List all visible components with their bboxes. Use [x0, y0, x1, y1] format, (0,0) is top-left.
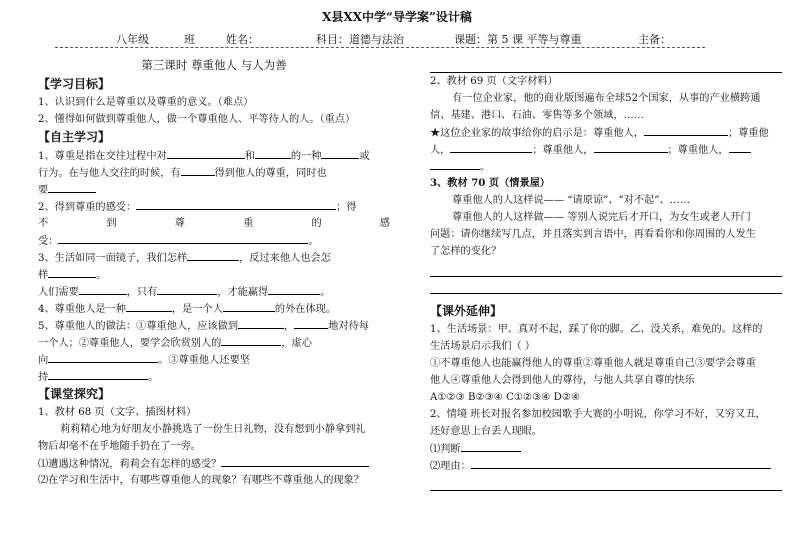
goal-2: 2、懂得如何做到尊重他人，做一个尊重他人、平等待人的人。（重点） [38, 114, 356, 125]
blank-input[interactable] [58, 232, 308, 244]
page-title: X县XX中学“导学案”设计稿 [322, 10, 472, 24]
explore-2-heading: 2、教材 69 页（文字材料） [430, 76, 558, 87]
blank-input[interactable] [136, 198, 336, 210]
extension-1-question: 生活场景启示我们（ ） [430, 341, 536, 352]
extension-1-statements: ①不尊重他人也能赢得他人的尊重②尊重他人就是尊重自己③要学会尊重 [430, 358, 756, 369]
header-divider [55, 47, 705, 48]
blank-input[interactable] [79, 283, 127, 295]
topic-label: 课题：第 5 课 平等与尊重 [454, 33, 582, 46]
left-column [38, 56, 390, 489]
explore-2-question-line-2: 人， ；尊重他人， ；尊重他人， [430, 141, 782, 158]
extension-2-scenario: 2、情境 班长对报名参加校园歌手大赛的小明说，你学习不好，又穷又丑， [430, 409, 766, 420]
explore-question-2: ⑵在学习和生活中，有哪些尊重他人的现象？有哪些不尊重他人的现象？ [38, 475, 364, 486]
blank-input[interactable] [48, 266, 96, 278]
answer-line[interactable] [430, 260, 782, 277]
question-5-line-4: 持 。 [38, 368, 390, 385]
blank-input[interactable] [238, 317, 284, 329]
blank-input[interactable] [221, 334, 281, 346]
question-3-line-2: 样 。 [38, 266, 390, 283]
explore-question-1: ⑴遭遇这种情况，莉莉会有怎样的感受？ [38, 455, 390, 472]
section-learning-goals: 【学习目标】 [38, 77, 111, 91]
reason-input[interactable] [471, 457, 771, 469]
section-class-explore: 【课堂探究】 [38, 387, 111, 401]
blank-input[interactable] [268, 283, 320, 295]
question-5-line-2: 一个人；②尊重他人，要学会欣赏别人的 ，虚心 [38, 334, 390, 351]
lesson-title: 第三课时 尊重他人 与人为善 [141, 58, 287, 72]
blank-input[interactable] [644, 124, 728, 136]
blank-input[interactable] [450, 141, 532, 153]
extension-1-options: A①②③ B②③④ C①②③④ D②④ [430, 392, 581, 403]
blank-input[interactable] [729, 141, 751, 153]
blank-input[interactable] [294, 317, 328, 329]
goal-1: 1、认识到什么是尊重以及尊重的意义。（难点） [38, 97, 254, 108]
question-2-line-3: 受： 。 [38, 232, 390, 249]
blank-input[interactable] [157, 283, 217, 295]
subject-label: 科目：道德与法治 [316, 33, 404, 46]
explore-2-question-line-1: ★这位企业家的故事给你的启示是：尊重他人， ；尊重他 [430, 124, 782, 141]
blank-input[interactable] [187, 249, 239, 261]
blank-input[interactable] [48, 368, 148, 380]
extension-2-scenario-cont: 还好意思上台丢人现眼。 [430, 426, 543, 437]
preparer-label: 主备： [638, 33, 671, 46]
explore-1-paragraph-cont: 物后却毫不在乎地随手扔在了一旁。 [38, 441, 201, 452]
blank-input[interactable] [48, 351, 158, 363]
answer-line[interactable] [430, 474, 782, 491]
class-label: 班 [184, 33, 195, 46]
question-3-line-1: 3、生活如同一面镜子，我们怎样 ，反过来他人也会怎 [38, 249, 390, 266]
explore-3-do: 尊重他人的人这样做—— 等别人说完后才开口，为女生或老人开门 [452, 212, 751, 223]
extension-2-judge: ⑴判断 [430, 440, 782, 457]
extension-2-reason: ⑵理由： [430, 457, 782, 474]
right-column [430, 56, 782, 491]
blank-input[interactable] [48, 181, 96, 193]
question-5-line-1: 5、尊重他人的做法：①尊重他人，应该做到 ， 地对待每 [38, 317, 390, 334]
answer-input[interactable] [221, 455, 369, 467]
blank-input[interactable] [321, 147, 359, 159]
explore-1-heading: 1、教材 68 页（文字、插图材料） [38, 407, 197, 418]
blank-input[interactable] [223, 300, 275, 312]
question-2-line-1: 2、得到尊重的感受： ；得 [38, 198, 390, 215]
question-1-line-3: 要 [38, 181, 390, 198]
explore-3-question: 问题：请你继续写几点，并且落实到言语中，再看看你和你周围的人发生 [430, 229, 756, 240]
name-label: 姓名： [226, 33, 259, 46]
answer-line[interactable] [430, 277, 782, 294]
question-5-line-3: 向 。③尊重他人还要坚 [38, 351, 390, 368]
extension-1-statements-cont: 他人④尊重他人会得到他人的尊待，与他人共享自尊的快乐 [430, 375, 695, 386]
question-2-line-2: 不 到 尊 重 的 感 [38, 218, 390, 229]
extension-1-scenario: 1、生活场景：甲、真对不起，踩了你的脚。乙、没关系，难免的。这样的 [430, 324, 763, 335]
judge-input[interactable] [461, 440, 521, 452]
question-4: 4、尊重他人是一种 ，是一个人 的外在体现。 [38, 300, 390, 317]
question-1-line-2: 行为。在与他人交往的时候，有 得到他人的尊重，同时也 [38, 164, 390, 181]
blank-input[interactable] [167, 147, 245, 159]
section-self-study: 【自主学习】 [38, 130, 111, 144]
blank-input[interactable] [126, 300, 172, 312]
explore-3-heading: 3、教材 70 页（情景屋） [430, 177, 551, 189]
answer-line[interactable] [430, 56, 782, 73]
question-3-line-3: 人们需要 ，只有 ，才能赢得 。 [38, 283, 390, 300]
explore-2-question-line-3: 。 [430, 158, 782, 175]
explore-2-paragraph-cont: 信、基建、港口、石油、零售等多个领域，…… [430, 110, 644, 121]
blank-input[interactable] [255, 147, 291, 159]
explore-1-paragraph: 莉莉精心地为好朋友小静挑选了一份生日礼物，没有想到小静拿到礼 [60, 424, 366, 435]
section-extension: 【课外延伸】 [430, 304, 503, 318]
question-1-line-1: 1、尊重是指在交往过程中对 和 的一种 或 [38, 147, 390, 164]
explore-3-question-cont: 了怎样的变化？ [430, 246, 502, 257]
explore-3-say: 尊重他人的人这样说—— “请原谅”、“对不起”、…… [452, 195, 691, 206]
blank-input[interactable] [594, 141, 668, 153]
explore-2-paragraph: 有一位企业家，他的商业版图遍布全球52个国家，从事的产业横跨通 [452, 93, 761, 104]
blank-input[interactable] [430, 158, 480, 170]
blank-input[interactable] [181, 164, 215, 176]
grade-label: 八年级 [116, 33, 149, 46]
